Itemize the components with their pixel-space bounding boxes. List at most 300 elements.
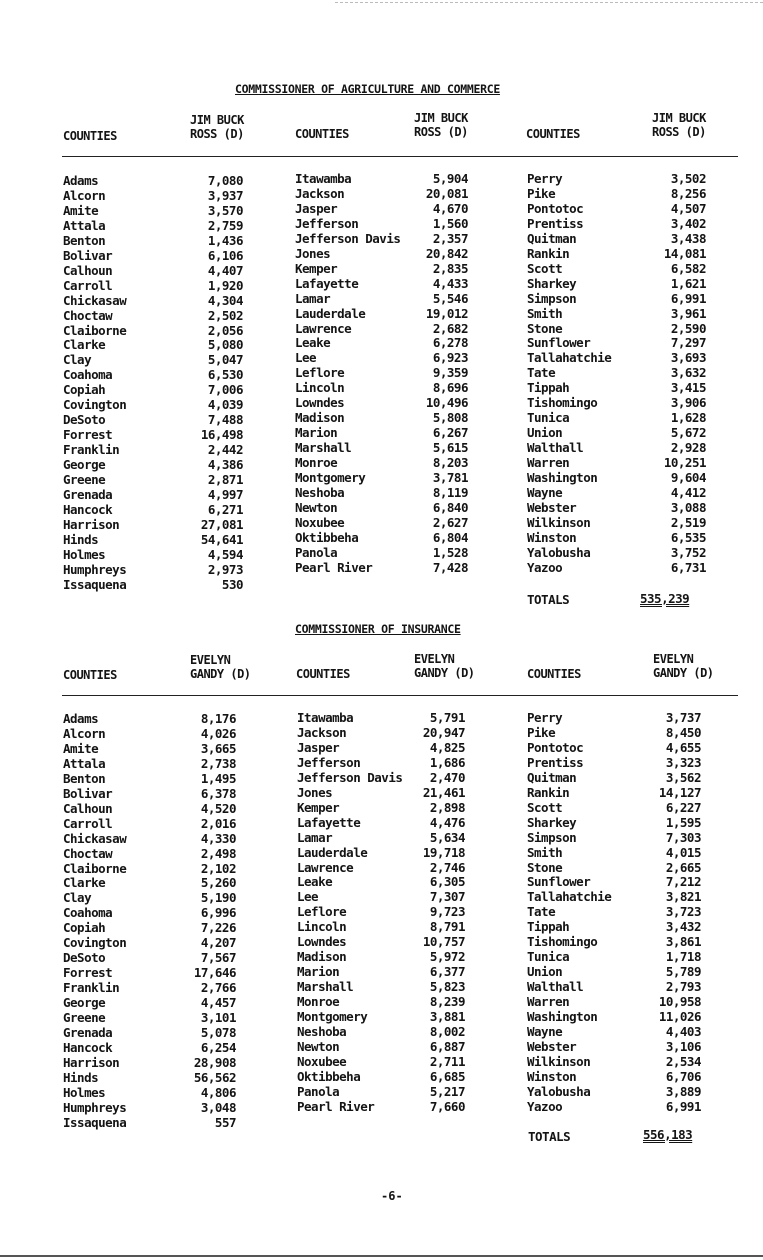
county-row [527, 381, 706, 396]
county-name: Prentiss [527, 215, 584, 231]
vote-count: 3,723 [665, 904, 701, 920]
vote-count: 6,305 [429, 874, 465, 890]
county-name: Wayne [527, 1024, 563, 1040]
county-name: Clarke [63, 337, 106, 353]
county-row [527, 501, 706, 516]
county-name: Montgomery [295, 470, 366, 486]
vote-count: 530 [221, 576, 243, 592]
county-row [527, 995, 701, 1010]
county-name: Greene [63, 472, 106, 488]
county-row [63, 1071, 236, 1086]
county-name: Clay [63, 352, 92, 368]
county-row [297, 1010, 465, 1025]
county-name: Simpson [527, 290, 577, 306]
vote-count: 2,759 [207, 217, 243, 233]
county-row [63, 189, 243, 204]
county-name: Calhoun [63, 262, 113, 278]
county-row [527, 756, 701, 771]
vote-count: 3,106 [665, 1038, 701, 1054]
county-row [63, 264, 243, 279]
county-row [527, 202, 706, 217]
vote-count: 4,330 [200, 830, 236, 846]
county-name: Jefferson [295, 215, 359, 231]
vote-count: 3,861 [665, 934, 701, 950]
vote-count: 2,793 [665, 979, 701, 995]
vote-count: 6,923 [432, 350, 468, 366]
county-row [297, 756, 465, 771]
county-row [527, 1025, 701, 1040]
county-name: Alcorn [63, 725, 106, 741]
county-row [527, 546, 706, 561]
county-row [63, 981, 236, 996]
county-name: Franklin [63, 980, 120, 996]
vote-count: 7,660 [429, 1098, 465, 1114]
county-name: Covington [63, 397, 127, 413]
county-name: Washington [527, 470, 598, 486]
vote-count: 2,928 [670, 440, 706, 456]
county-row [295, 546, 468, 561]
county-name: Bolivar [63, 247, 113, 263]
vote-count: 6,530 [207, 367, 243, 383]
county-row [527, 322, 706, 337]
county-name: Marshall [295, 440, 352, 456]
county-row [63, 488, 243, 503]
county-name: Lee [295, 350, 317, 366]
county-row [295, 307, 468, 322]
county-row [527, 980, 701, 995]
county-name: Tishomingo [527, 934, 598, 950]
county-name: Issaquena [63, 576, 127, 592]
vote-count: 3,665 [200, 740, 236, 756]
county-row [297, 890, 465, 905]
vote-count: 6,991 [665, 1098, 701, 1114]
county-row [63, 383, 243, 398]
county-row [527, 816, 701, 831]
county-row [297, 1055, 465, 1070]
county-name: Coahoma [63, 367, 113, 383]
county-column-6 [527, 711, 701, 1115]
vote-count: 5,078 [200, 1025, 236, 1041]
vote-count: 2,711 [429, 1053, 465, 1069]
county-row [63, 1026, 236, 1041]
county-row [295, 292, 468, 307]
county-name: Jefferson [297, 754, 361, 770]
county-name: Wilkinson [527, 514, 591, 530]
county-row [527, 1055, 701, 1070]
county-row [63, 518, 243, 533]
county-row [527, 965, 701, 980]
vote-count: 2,056 [207, 322, 243, 338]
county-name: Marion [295, 425, 338, 441]
county-name: DeSoto [63, 950, 106, 966]
county-row [63, 757, 236, 772]
vote-count: 3,502 [670, 171, 706, 186]
county-name: Bolivar [63, 785, 113, 801]
county-name: Kemper [297, 799, 340, 815]
vote-count: 5,972 [429, 949, 465, 965]
county-row [295, 336, 468, 351]
vote-count: 1,495 [200, 770, 236, 786]
vote-count: 10,251 [663, 455, 706, 471]
vote-count: 16,498 [200, 427, 243, 443]
vote-count: 11,026 [658, 1009, 701, 1025]
county-name: Holmes [63, 546, 106, 562]
vote-count: 5,904 [432, 171, 468, 186]
vote-count: 4,825 [429, 739, 465, 755]
vote-count: 3,432 [665, 919, 701, 935]
county-name: Yalobusha [527, 544, 591, 560]
county-name: Lawrence [295, 320, 352, 336]
county-row [527, 861, 701, 876]
vote-count: 3,402 [670, 215, 706, 231]
vote-count: 2,442 [207, 442, 243, 458]
county-row [527, 771, 701, 786]
vote-count: 2,502 [207, 307, 243, 323]
county-name: Yalobusha [527, 1083, 591, 1099]
county-row [295, 277, 468, 292]
county-name: Jackson [295, 185, 345, 201]
county-row [63, 473, 243, 488]
vote-count: 1,920 [207, 277, 243, 293]
county-name: Jasper [297, 739, 340, 755]
county-row [63, 906, 236, 921]
vote-count: 2,627 [432, 514, 468, 530]
county-name: Warren [527, 994, 570, 1010]
totals-label-1: TOTALS [527, 592, 570, 607]
county-row [297, 875, 465, 890]
totals-value-2: 556,183 [643, 1127, 693, 1142]
vote-count: 6,377 [429, 964, 465, 980]
county-row [527, 351, 706, 366]
county-name: George [63, 457, 106, 473]
county-name: Lowndes [295, 395, 345, 411]
vote-count: 9,359 [432, 365, 468, 381]
county-row [297, 905, 465, 920]
county-name: Pike [527, 185, 556, 201]
county-name: Pearl River [295, 559, 373, 575]
county-row [63, 876, 236, 891]
county-name: Lincoln [297, 919, 347, 935]
vote-count: 4,026 [200, 725, 236, 741]
vote-count: 4,507 [670, 200, 706, 216]
vote-count: 4,806 [200, 1084, 236, 1100]
vote-count: 3,881 [429, 1009, 465, 1025]
vote-count: 2,682 [432, 320, 468, 336]
county-name: Sunflower [527, 335, 591, 351]
vote-count: 6,706 [665, 1068, 701, 1084]
county-name: Choctaw [63, 845, 113, 861]
vote-count: 3,961 [670, 305, 706, 321]
vote-count: 4,403 [665, 1024, 701, 1040]
county-row [295, 351, 468, 366]
county-row [527, 307, 706, 322]
county-row [527, 890, 701, 905]
county-row [527, 726, 701, 741]
vote-count: 1,686 [429, 754, 465, 770]
vote-count: 3,088 [670, 499, 706, 515]
county-column-5 [297, 711, 465, 1115]
county-row [297, 1085, 465, 1100]
county-name: Tallahatchie [527, 350, 612, 366]
county-row [297, 711, 465, 726]
county-row [295, 172, 468, 187]
header-candidate-4: EVELYN GANDY (D) [190, 653, 251, 681]
vote-count: 20,947 [422, 724, 465, 740]
county-row [527, 217, 706, 232]
county-name: Neshoba [295, 485, 345, 501]
vote-count: 8,256 [670, 185, 706, 201]
county-name: Harrison [63, 1054, 120, 1070]
vote-count: 1,595 [665, 814, 701, 830]
county-name: Carroll [63, 815, 113, 831]
vote-count: 8,176 [200, 711, 236, 726]
vote-count: 5,615 [432, 440, 468, 456]
page-number: -6- [381, 1189, 403, 1203]
vote-count: 4,039 [207, 397, 243, 413]
county-row [63, 847, 236, 862]
county-name: Calhoun [63, 800, 113, 816]
vote-count: 4,015 [665, 844, 701, 860]
vote-count: 2,498 [200, 845, 236, 861]
vote-count: 3,737 [665, 710, 701, 725]
county-name: Itawamba [297, 710, 354, 725]
vote-count: 19,012 [425, 305, 468, 321]
county-name: Madison [297, 949, 347, 965]
county-name: Wayne [527, 485, 563, 501]
county-name: DeSoto [63, 412, 106, 428]
vote-count: 2,534 [665, 1053, 701, 1069]
header-counties-4: COUNTIES [63, 668, 117, 682]
county-row [295, 411, 468, 426]
county-row [527, 262, 706, 277]
county-row [297, 831, 465, 846]
county-name: Lamar [297, 829, 333, 845]
county-name: Leake [297, 874, 333, 890]
vote-count: 4,207 [200, 935, 236, 951]
vote-count: 557 [214, 1114, 236, 1130]
vote-count: 6,254 [200, 1039, 236, 1055]
vote-count: 3,323 [665, 754, 701, 770]
county-row [297, 846, 465, 861]
county-name: Union [527, 425, 563, 441]
vote-count: 14,127 [658, 784, 701, 800]
vote-count: 3,821 [665, 889, 701, 905]
header-candidate-1: JIM BUCK ROSS (D) [190, 113, 244, 141]
county-row [295, 217, 468, 232]
county-row [527, 516, 706, 531]
county-row [63, 219, 243, 234]
county-name: Washington [527, 1009, 598, 1025]
county-column-4 [63, 712, 236, 1131]
county-name: Hinds [63, 531, 99, 547]
county-row [63, 324, 243, 339]
county-name: Panola [297, 1083, 340, 1099]
county-row [63, 1101, 236, 1116]
county-name: Webster [527, 499, 577, 515]
county-row [63, 1116, 236, 1131]
county-name: Perry [527, 710, 563, 725]
county-row [63, 772, 236, 787]
vote-count: 3,906 [670, 395, 706, 411]
county-name: Forrest [63, 427, 113, 443]
county-name: Walthall [527, 440, 584, 456]
vote-count: 5,260 [200, 875, 236, 891]
county-row [527, 396, 706, 411]
county-name: Oktibbeha [297, 1068, 361, 1084]
county-name: Copiah [63, 382, 106, 398]
vote-count: 7,307 [429, 889, 465, 905]
county-name: Carroll [63, 277, 113, 293]
header-counties-5: COUNTIES [296, 667, 350, 681]
county-name: Montgomery [297, 1009, 368, 1025]
county-name: Webster [527, 1038, 577, 1054]
county-row [63, 353, 243, 368]
county-row [527, 741, 701, 756]
county-row [295, 426, 468, 441]
header-candidate-2: JIM BUCK ROSS (D) [414, 111, 468, 139]
county-row [63, 398, 243, 413]
county-name: Madison [295, 410, 345, 426]
vote-count: 5,791 [429, 710, 465, 725]
county-name: Attala [63, 755, 106, 771]
vote-count: 20,842 [425, 245, 468, 261]
county-row [63, 249, 243, 264]
county-row [527, 1040, 701, 1055]
vote-count: 7,226 [200, 920, 236, 936]
county-name: Lee [297, 889, 319, 905]
county-name: Lauderdale [295, 305, 366, 321]
vote-count: 6,106 [207, 247, 243, 263]
county-name: Lawrence [297, 859, 354, 875]
county-row [527, 1070, 701, 1085]
county-row [297, 786, 465, 801]
county-name: Sharkey [527, 814, 577, 830]
county-row [63, 368, 243, 383]
vote-count: 8,119 [432, 485, 468, 501]
county-row [295, 396, 468, 411]
section-title-agriculture: COMMISSIONER OF AGRICULTURE AND COMMERCE [235, 82, 500, 96]
vote-count: 2,016 [200, 815, 236, 831]
vote-count: 8,791 [429, 919, 465, 935]
county-name: Chickasaw [63, 830, 127, 846]
header-rule-2 [62, 695, 738, 696]
vote-count: 2,973 [207, 561, 243, 577]
county-row [295, 561, 468, 576]
county-name: Claiborne [63, 860, 127, 876]
vote-count: 2,590 [670, 320, 706, 336]
county-name: Clay [63, 890, 92, 906]
vote-count: 8,203 [432, 455, 468, 471]
vote-count: 9,723 [429, 904, 465, 920]
county-name: Sharkey [527, 275, 577, 291]
county-name: Warren [527, 455, 570, 471]
county-row [63, 428, 243, 443]
county-row [527, 561, 706, 576]
county-name: George [63, 995, 106, 1011]
county-name: Leflore [295, 365, 345, 381]
vote-count: 3,632 [670, 365, 706, 381]
vote-count: 21,461 [422, 784, 465, 800]
county-name: Hancock [63, 501, 113, 517]
county-name: Jefferson Davis [295, 230, 401, 246]
county-name: Smith [527, 305, 563, 321]
header-rule-1 [62, 156, 738, 157]
vote-count: 1,621 [670, 275, 706, 291]
vote-count: 2,519 [670, 514, 706, 530]
vote-count: 2,766 [200, 980, 236, 996]
county-name: Amite [63, 740, 99, 756]
vote-count: 3,937 [207, 187, 243, 203]
county-name: Jones [297, 784, 333, 800]
county-name: Yazoo [527, 559, 563, 575]
county-row [295, 202, 468, 217]
county-row [527, 1010, 701, 1025]
vote-count: 3,415 [670, 380, 706, 396]
county-name: Adams [63, 173, 99, 188]
county-name: Rankin [527, 245, 570, 261]
county-name: Jones [295, 245, 331, 261]
county-name: Noxubee [297, 1053, 347, 1069]
county-row [63, 413, 243, 428]
county-row [63, 174, 243, 189]
county-name: Coahoma [63, 905, 113, 921]
vote-count: 4,457 [200, 995, 236, 1011]
county-row [297, 861, 465, 876]
county-name: Clarke [63, 875, 106, 891]
vote-count: 2,898 [429, 799, 465, 815]
county-row [297, 920, 465, 935]
county-row [527, 1100, 701, 1115]
county-row [527, 471, 706, 486]
county-name: Tallahatchie [527, 889, 612, 905]
vote-count: 6,278 [432, 335, 468, 351]
county-name: Greene [63, 1010, 106, 1026]
county-name: Grenada [63, 487, 113, 503]
county-name: Pontotoc [527, 739, 584, 755]
county-row [297, 1070, 465, 1085]
county-name: Copiah [63, 920, 106, 936]
county-row [527, 411, 706, 426]
county-row [63, 578, 243, 593]
vote-count: 2,665 [665, 859, 701, 875]
county-name: Lafayette [297, 814, 361, 830]
county-name: Tunica [527, 949, 570, 965]
totals-label-2: TOTALS [528, 1129, 571, 1144]
county-row [63, 727, 236, 742]
vote-count: 5,546 [432, 290, 468, 306]
county-name: Perry [527, 171, 563, 186]
county-name: Holmes [63, 1084, 106, 1100]
vote-count: 4,997 [207, 487, 243, 503]
vote-count: 5,080 [207, 337, 243, 353]
vote-count: 14,081 [663, 245, 706, 261]
vote-count: 3,438 [670, 230, 706, 246]
county-row [63, 503, 243, 518]
county-name: Adams [63, 711, 99, 726]
vote-count: 6,996 [200, 905, 236, 921]
vote-count: 6,271 [207, 501, 243, 517]
vote-count: 4,655 [665, 739, 701, 755]
county-row [63, 548, 243, 563]
county-row [527, 846, 701, 861]
vote-count: 4,476 [429, 814, 465, 830]
county-name: Jefferson Davis [297, 769, 403, 785]
county-name: Panola [295, 544, 338, 560]
county-row [63, 996, 236, 1011]
vote-count: 5,672 [670, 425, 706, 441]
county-name: Pontotoc [527, 200, 584, 216]
section-title-insurance: COMMISSIONER OF INSURANCE [295, 622, 461, 636]
